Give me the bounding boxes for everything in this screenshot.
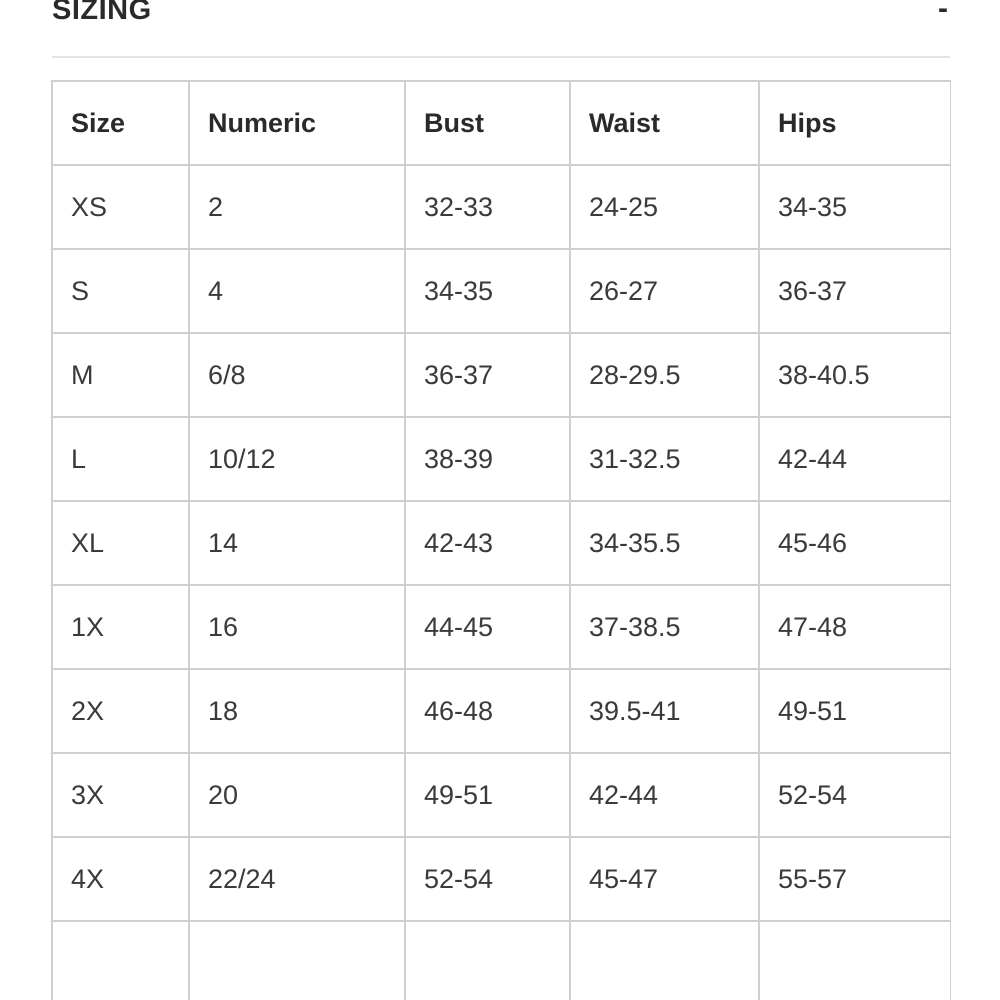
cell-size: 2X [52,669,189,753]
table-row [52,837,951,921]
header-waist: Waist [570,81,759,165]
table-row [52,501,951,585]
collapse-toggle-button[interactable]: - [936,0,950,26]
cell-hips: 52-54 [759,753,951,837]
cell-numeric: 16 [189,585,405,669]
cell-hips [759,921,951,1000]
cell-size: XL [52,501,189,585]
cell-waist: 24-25 [570,165,759,249]
table-row [52,165,951,249]
table-row [52,921,951,1000]
header-hips: Hips [759,81,951,165]
cell-waist: 45-47 [570,837,759,921]
cell-numeric: 2 [189,165,405,249]
cell-bust: 36-37 [405,333,570,417]
cell-waist: 28-29.5 [570,333,759,417]
cell-numeric: 6/8 [189,333,405,417]
cell-size: S [52,249,189,333]
cell-size: 4X [52,837,189,921]
header-numeric: Numeric [189,81,405,165]
header-size: Size [52,81,189,165]
cell-hips: 55-57 [759,837,951,921]
cell-numeric: 22/24 [189,837,405,921]
size-chart-table [51,80,951,1000]
cell-bust: 38-39 [405,417,570,501]
cell-waist: 26-27 [570,249,759,333]
cell-numeric [189,921,405,1000]
cell-waist: 42-44 [570,753,759,837]
cell-hips: 42-44 [759,417,951,501]
cell-bust: 44-45 [405,585,570,669]
cell-hips: 47-48 [759,585,951,669]
size-chart-container [51,80,951,1000]
cell-hips: 45-46 [759,501,951,585]
cell-bust: 32-33 [405,165,570,249]
cell-waist: 39.5-41 [570,669,759,753]
cell-hips: 38-40.5 [759,333,951,417]
cell-numeric: 20 [189,753,405,837]
cell-numeric: 10/12 [189,417,405,501]
cell-bust: 46-48 [405,669,570,753]
section-title: SIZING [52,0,152,26]
cell-size: XS [52,165,189,249]
cell-numeric: 18 [189,669,405,753]
cell-hips: 49-51 [759,669,951,753]
table-row [52,753,951,837]
table-row [52,669,951,753]
cell-waist: 34-35.5 [570,501,759,585]
cell-size: M [52,333,189,417]
sizing-section-header [52,0,950,58]
cell-size: 3X [52,753,189,837]
table-row [52,417,951,501]
cell-bust: 52-54 [405,837,570,921]
table-row [52,333,951,417]
cell-size: 1X [52,585,189,669]
cell-waist: 31-32.5 [570,417,759,501]
table-header-row [52,81,951,165]
cell-size: L [52,417,189,501]
cell-bust: 42-43 [405,501,570,585]
cell-bust [405,921,570,1000]
cell-hips: 34-35 [759,165,951,249]
table-row [52,585,951,669]
header-bust: Bust [405,81,570,165]
cell-numeric: 4 [189,249,405,333]
cell-waist: 37-38.5 [570,585,759,669]
cell-waist [570,921,759,1000]
cell-bust: 49-51 [405,753,570,837]
cell-size [52,921,189,1000]
cell-numeric: 14 [189,501,405,585]
table-row [52,249,951,333]
cell-hips: 36-37 [759,249,951,333]
cell-bust: 34-35 [405,249,570,333]
